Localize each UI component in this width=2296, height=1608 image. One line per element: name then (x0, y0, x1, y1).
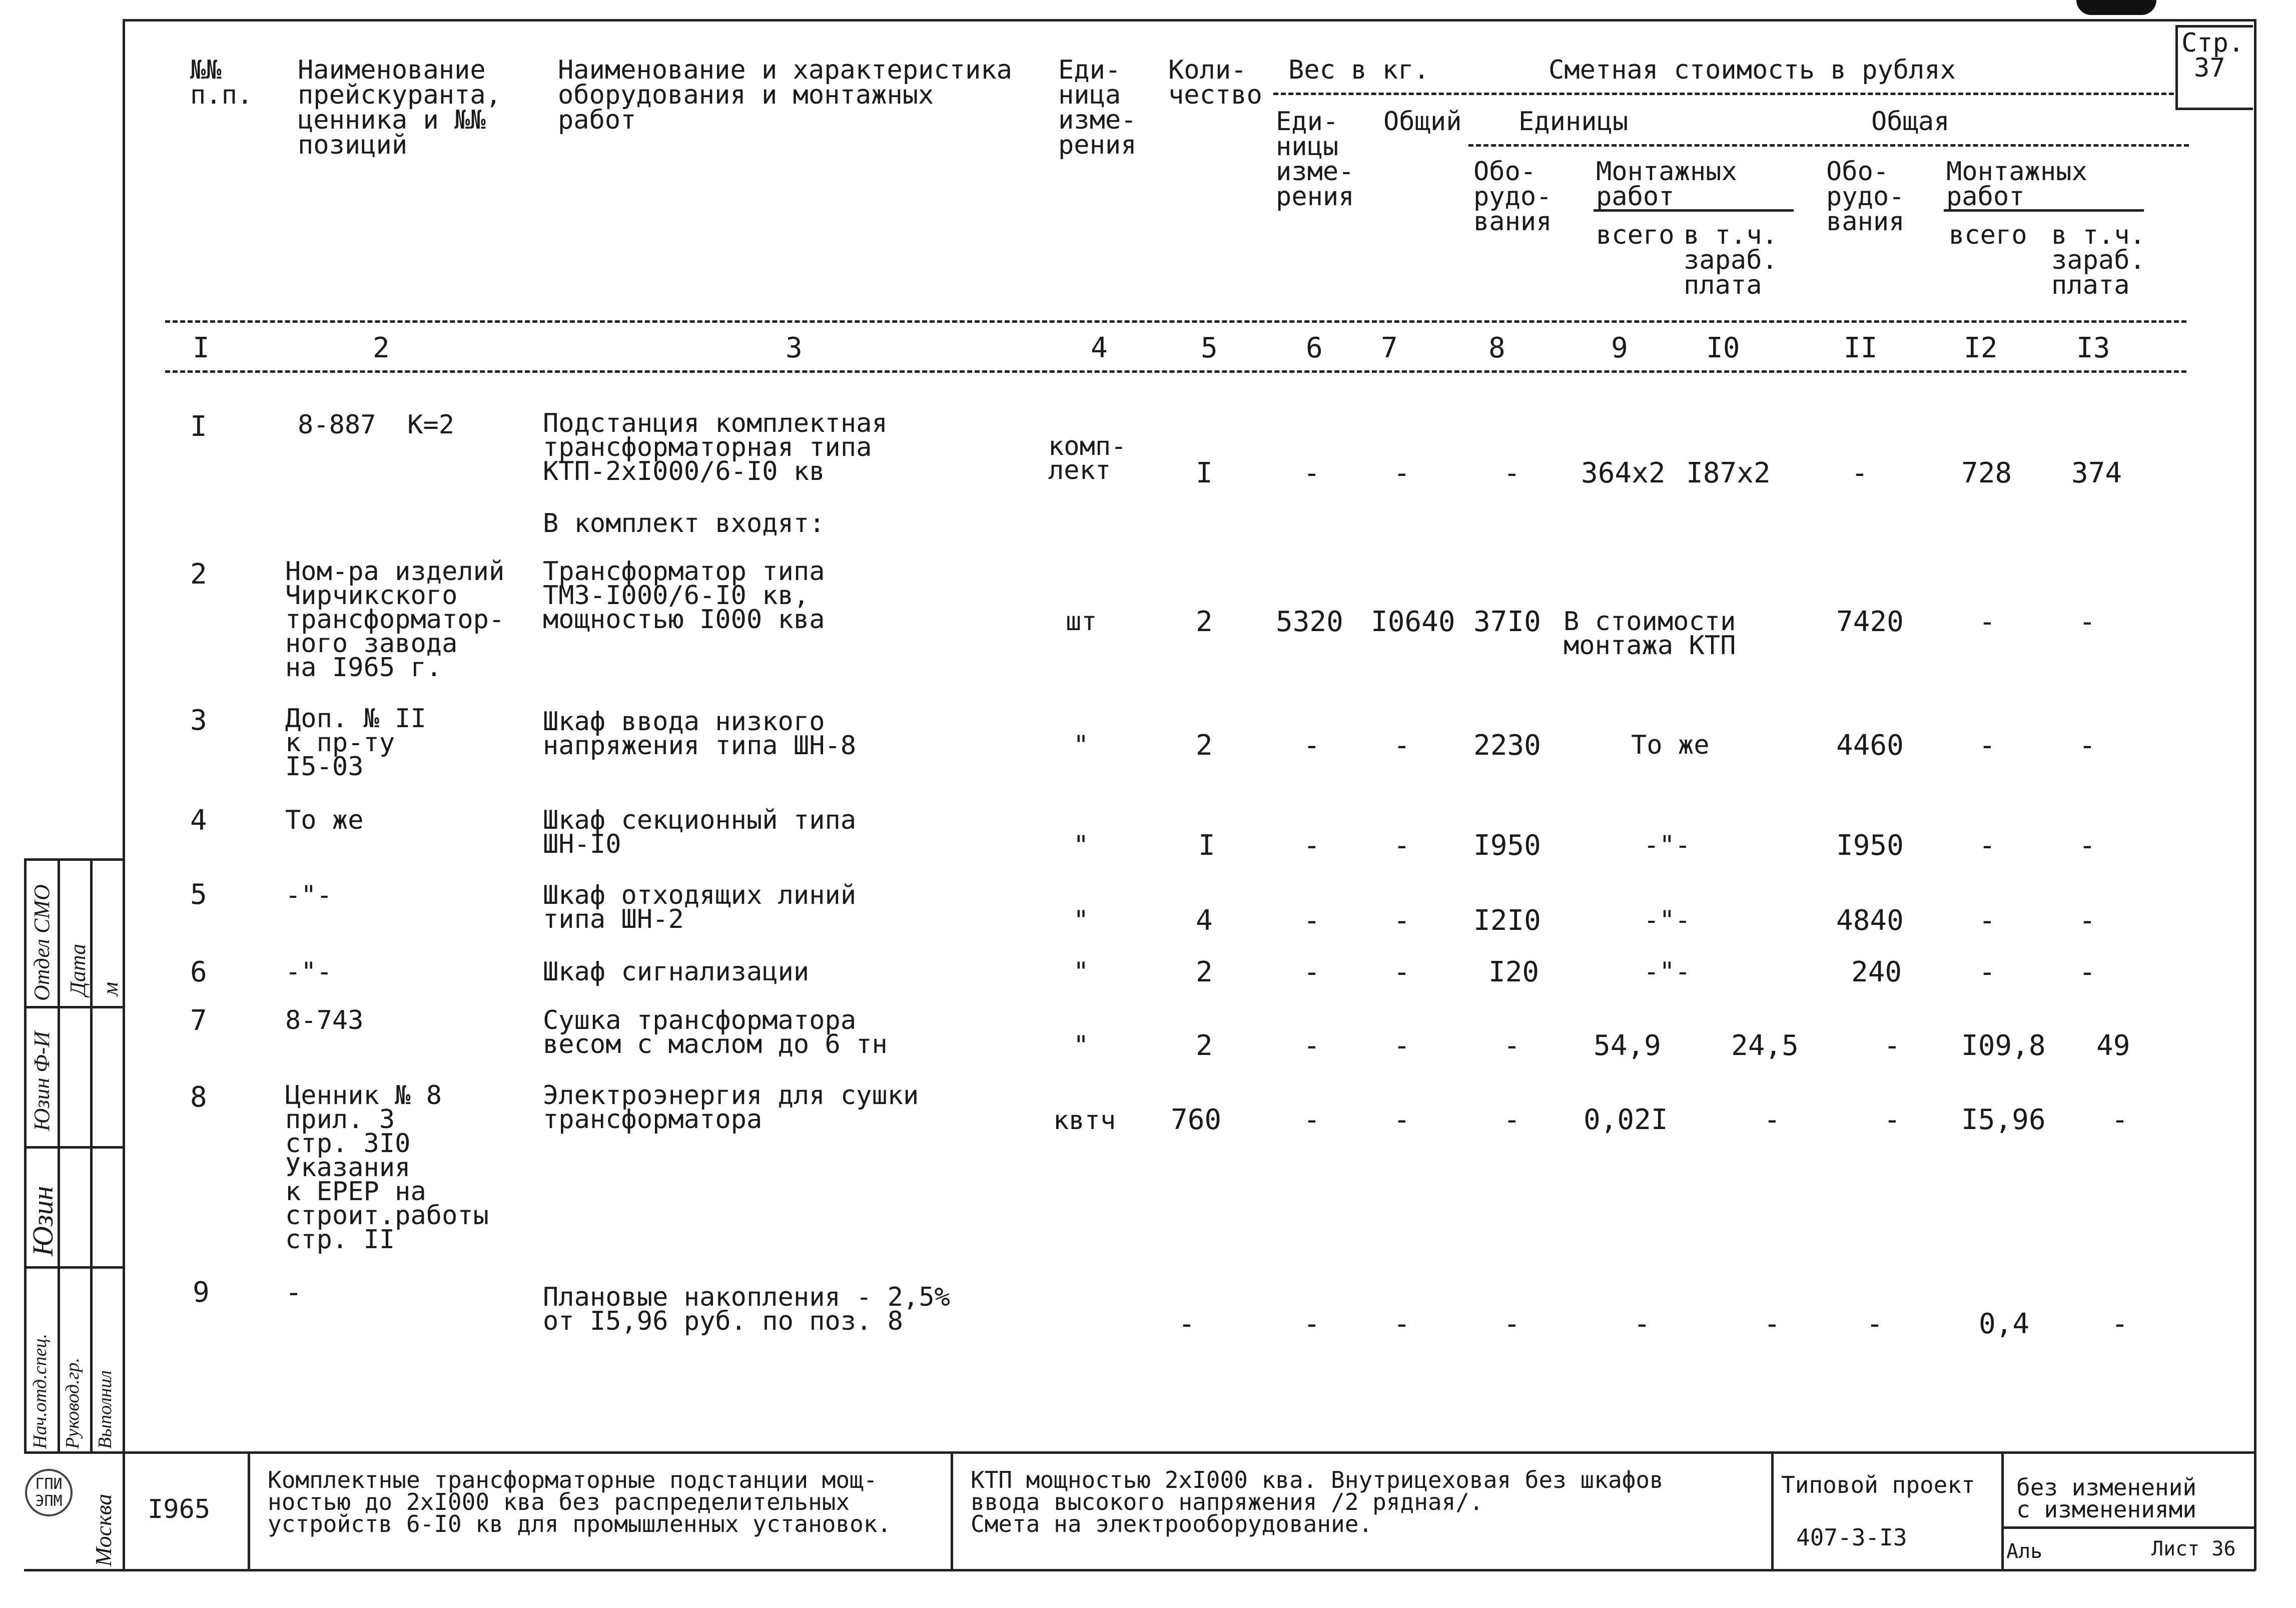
row-total-equip: 240 (1851, 956, 1902, 988)
row-qty: 4 (1196, 904, 1213, 937)
footer-top-line (24, 1451, 2255, 1454)
top-border (123, 19, 2254, 22)
row-ref: 8-887 К=2 (298, 410, 455, 440)
right-border (2254, 19, 2256, 1570)
header-col12: всего (1949, 220, 2027, 250)
row-number: 5 (190, 878, 207, 911)
header-weight: Вес в кг. (1288, 55, 1429, 85)
row-total-wage: - (2111, 1308, 2128, 1340)
row-number: 9 (193, 1276, 210, 1309)
row-qty: 2 (1196, 606, 1213, 638)
colnum: 7 (1381, 332, 1398, 364)
footer-bottom-line (24, 1569, 2255, 1571)
row-name: Электроэнергия для сушки трансформатора (543, 1081, 919, 1135)
header-col5: Коли- чество (1168, 55, 1262, 110)
row-qty: 2 (1196, 956, 1213, 988)
header-cost: Сметная стоимость в рублях (1549, 55, 1956, 85)
footer-description: КТП мощностью 2хI000 ква. Внутрицеховая без шкафов ввода высокого напряжения /2 рядная/. Смета на электрооборудование. (971, 1466, 1664, 1537)
row-ref: -"- (285, 957, 332, 987)
row-weight-unit: - (1303, 904, 1320, 937)
row-ref: Ном-ра изделий Чирчикского трансформатор- ного завода на I965 г. (285, 557, 505, 683)
row-total-mont: - (1979, 956, 1996, 988)
row-weight-unit: - (1303, 956, 1320, 988)
colnum: 2 (373, 332, 390, 364)
row-weight-total: - (1393, 457, 1410, 489)
header-col4: Еди- ница изме- рения (1058, 55, 1137, 160)
row-total-wage: - (2079, 729, 2096, 762)
org-stamp: ГПИ ЭПМ (25, 1469, 73, 1516)
side-divider (24, 1266, 123, 1269)
row-unit: " (1073, 1030, 1089, 1060)
side-author: Юзин Ф-И (30, 1031, 54, 1131)
header-unit: Единицы (1518, 107, 1629, 137)
row-total-mont: I09,8 (1961, 1029, 2046, 1062)
row-weight-total: - (1393, 829, 1410, 862)
footer-year: I965 (148, 1494, 211, 1524)
header-col7: Общий (1383, 107, 1462, 137)
row-cost-equip: - (1503, 1029, 1520, 1062)
row-cost-equip: I2I0 (1473, 904, 1541, 937)
row-total-mont: - (1979, 606, 1996, 638)
row-total-equip: - (1884, 1104, 1901, 1136)
row-qty: 760 (1171, 1104, 1222, 1136)
footer-divider (248, 1451, 250, 1569)
row-cost-equip: 37I0 (1473, 606, 1541, 638)
row-unit: " (1073, 730, 1089, 760)
row-total-equip: 4460 (1836, 729, 1904, 762)
row-name: Сушка трансформатора весом с маслом до 6 тн (543, 1005, 888, 1059)
side-city: Москва (91, 1493, 116, 1566)
colnum: 4 (1091, 332, 1108, 364)
footer-divider (951, 1451, 953, 1569)
complect-note: В комплект входят: (543, 508, 825, 539)
row-total-mont: - (1979, 829, 1996, 862)
row-unit: комп- лект (1048, 431, 1127, 485)
row-cost-mont: - (1634, 1308, 1651, 1340)
header-col11: Обо- рудо- вания (1826, 157, 1905, 237)
row-number: 6 (190, 956, 207, 988)
row-cost-mont: -"- (1644, 957, 1691, 987)
row-name: Подстанция комплектная трансформаторная типа КТП-2хI000/6-I0 кв (543, 408, 888, 486)
row-number: 3 (190, 704, 207, 737)
footer-changes: без изменений с изменениями (2016, 1474, 2197, 1523)
row-total-wage: - (2079, 904, 2096, 937)
side-divider (58, 858, 60, 1451)
row-name: Плановые накопления - 2,5% от I5,96 руб. по поз. 8 (543, 1282, 950, 1336)
side-divider (24, 1146, 123, 1149)
header-col13: в т.ч. зараб. плата (2051, 220, 2145, 300)
row-total-wage: 374 (2071, 457, 2122, 489)
side-dept: Отдел СМО (30, 884, 54, 1001)
row-cost-mont: В стоимости монтажа КТП (1564, 607, 1736, 661)
row-total-mont: 728 (1961, 457, 2012, 489)
row-qty: - (1178, 1308, 1195, 1340)
row-cost-wage: - (1764, 1308, 1781, 1340)
header-mont-total: Монтажных работ (1946, 157, 2087, 212)
row-unit: квтч (1053, 1106, 1116, 1136)
row-total-mont: - (1979, 729, 1996, 762)
side-role: Руковод.гр. (62, 1358, 83, 1449)
row-weight-total: - (1393, 1029, 1410, 1062)
row-weight-total: - (1393, 729, 1410, 762)
row-total-mont: 0,4 (1979, 1308, 2030, 1340)
row-total-mont: I5,96 (1961, 1104, 2046, 1136)
row-total-equip: 4840 (1836, 904, 1904, 937)
row-weight-total: - (1393, 956, 1410, 988)
row-total-wage: - (2079, 606, 2096, 638)
colnum-dash-top (165, 320, 2186, 323)
colnum-dash-bottom (165, 370, 2186, 373)
row-number: 8 (190, 1081, 207, 1114)
header-mont-unit: Монтажных работ (1596, 157, 1737, 212)
footer-project-label: Типовой проект (1781, 1471, 1975, 1498)
row-unit: " (1073, 957, 1089, 987)
row-cost-mont: -"- (1644, 905, 1691, 935)
colnum: 9 (1611, 332, 1628, 364)
colnum: I2 (1964, 332, 1998, 364)
row-total-equip: - (1884, 1029, 1901, 1062)
row-weight-unit: 5320 (1276, 606, 1343, 638)
row-weight-unit: - (1303, 1029, 1320, 1062)
header-dash-2 (1468, 144, 2189, 147)
footer-sheet: Лист 36 (2151, 1537, 2236, 1560)
row-weight-total: - (1393, 1308, 1410, 1340)
row-name: Трансформатор типа ТМЗ-I000/6-I0 кв, мощностью I000 ква (543, 557, 825, 635)
row-total-equip: - (1866, 1308, 1883, 1340)
footer-divider-h (2001, 1526, 2254, 1529)
row-weight-unit: - (1303, 1308, 1320, 1340)
footer-album: Аль (2006, 1540, 2043, 1563)
row-cost-equip: - (1503, 457, 1520, 489)
colnum: 8 (1488, 332, 1505, 364)
footer-project-number: 407-3-I3 (1796, 1524, 1907, 1551)
row-name: Шкаф отходящих линий типа ШН-2 (543, 880, 857, 934)
colnum: I3 (2076, 332, 2110, 364)
header-col1: №№ п.п. (190, 55, 253, 110)
header-mont-unit-line (1594, 209, 1794, 212)
side-month: м (98, 981, 123, 996)
row-unit: шт (1066, 607, 1097, 637)
footer-title: Комплектные трансформаторные подстанции мощ- ностью до 2хI000 ква без распределительных устройств 6-I0 кв для промышленных установок. (268, 1466, 892, 1537)
row-weight-unit: - (1303, 1104, 1320, 1136)
side-role: Выполнил (95, 1370, 116, 1449)
page-number: 37 (2194, 53, 2225, 83)
row-total-wage: - (2111, 1104, 2128, 1136)
page-label: Стр. (2181, 28, 2244, 58)
row-number: 4 (190, 804, 207, 837)
header-dash-1 (1273, 93, 2174, 95)
row-number: 7 (190, 1004, 207, 1037)
row-qty: 2 (1196, 729, 1213, 762)
footer-divider (123, 1451, 125, 1569)
row-cost-mont: 0,02I (1584, 1104, 1668, 1136)
row-total-equip: I950 (1836, 829, 1904, 862)
row-unit: " (1073, 830, 1089, 860)
row-total-equip: 7420 (1836, 606, 1904, 638)
row-cost-equip: - (1503, 1104, 1520, 1136)
header-col2: Наименование прейскуранта, ценника и №№ позиций (298, 55, 501, 160)
row-total-wage: 49 (2096, 1029, 2130, 1062)
row-weight-unit: - (1303, 457, 1320, 489)
row-total-wage: - (2079, 956, 2096, 988)
side-date: Дата (66, 943, 90, 996)
row-cost-wage: 24,5 (1731, 1029, 1799, 1062)
row-qty: I (1196, 457, 1213, 489)
row-cost-mont: 364х2 (1581, 457, 1666, 489)
row-qty: I (1198, 829, 1215, 862)
row-weight-total: - (1393, 1104, 1410, 1136)
header-mont-total-line (1944, 209, 2144, 212)
row-total-wage: - (2079, 829, 2096, 862)
row-weight-total: - (1393, 904, 1410, 937)
row-ref: 8-743 (285, 1005, 364, 1035)
side-role: Нач.отд.спец. (30, 1334, 51, 1449)
row-cost-equip: 2230 (1473, 729, 1541, 762)
row-weight-unit: - (1303, 729, 1320, 762)
colnum: 6 (1306, 332, 1323, 364)
colnum: I (193, 332, 210, 364)
colnum: 5 (1201, 332, 1218, 364)
header-col8: Обо- рудо- вания (1473, 157, 1552, 237)
row-weight-unit: - (1303, 829, 1320, 862)
row-weight-total: I0640 (1371, 606, 1455, 638)
colnum: II (1844, 332, 1878, 364)
row-name: Шкаф секционный типа ШН-I0 (543, 805, 857, 859)
row-cost-mont: 54,9 (1594, 1029, 1661, 1062)
colnum: 3 (786, 332, 803, 364)
ink-blot (2076, 0, 2156, 15)
row-ref: Доп. № II к пр-ту I5-03 (285, 704, 426, 782)
row-cost-equip: I950 (1473, 829, 1541, 862)
row-cost-mont: То же (1631, 730, 1710, 760)
row-cost-equip: I20 (1488, 956, 1540, 988)
row-unit: " (1073, 905, 1089, 935)
row-number: 2 (190, 558, 207, 591)
row-cost-mont: -"- (1644, 830, 1691, 860)
header-col3: Наименование и характеристика оборудования и монтажных работ (558, 55, 1012, 135)
row-ref: То же (285, 805, 364, 835)
row-total-mont: - (1979, 904, 1996, 937)
row-ref: Ценник № 8 прил. 3 стр. 3I0 Указания к ЕРЕР на строит.работы стр. II (285, 1081, 489, 1255)
footer-divider (1771, 1451, 1774, 1569)
row-total-equip: - (1851, 457, 1868, 489)
footer-divider (2001, 1451, 2004, 1569)
side-divider (24, 1006, 123, 1008)
row-qty: 2 (1196, 1029, 1213, 1062)
side-signature: Юзин (27, 1186, 59, 1256)
row-ref: -"- (285, 880, 332, 910)
row-number: I (190, 410, 207, 443)
colnum: I0 (1706, 332, 1740, 364)
header-col6: Еди- ницы изме- рения (1276, 107, 1354, 212)
header-total: Общая (1871, 107, 1950, 137)
row-cost-equip: - (1503, 1308, 1520, 1340)
header-col10: в т.ч. зараб. плата (1684, 220, 1778, 300)
row-cost-wage: I87х2 (1686, 457, 1771, 489)
row-name: Шкаф сигнализации (543, 957, 810, 987)
row-ref: - (285, 1276, 302, 1309)
row-name: Шкаф ввода низкого напряжения типа ШН-8 (543, 707, 857, 761)
header-col9: всего (1596, 220, 1675, 250)
row-cost-wage: - (1764, 1104, 1781, 1136)
